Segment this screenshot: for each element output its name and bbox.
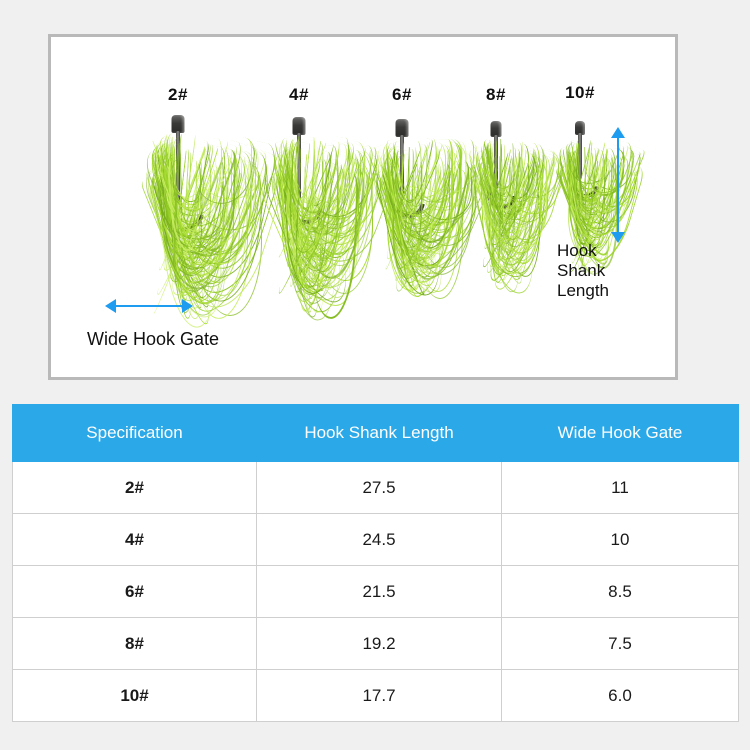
hook-label: 6# xyxy=(392,85,412,104)
hook-bend xyxy=(567,166,605,204)
cell-specification: 6# xyxy=(13,566,257,618)
hook-item-4 xyxy=(447,85,545,271)
table-row xyxy=(13,618,739,670)
cell-shank-length: 19.2 xyxy=(257,618,502,670)
wide-hook-gate-arrow-icon xyxy=(115,305,183,307)
hook-bend xyxy=(481,173,523,215)
hook-lineup xyxy=(51,37,675,377)
hook-bend xyxy=(281,182,330,231)
specification-table xyxy=(12,404,739,722)
cell-shank-length: 21.5 xyxy=(257,566,502,618)
table-row xyxy=(13,670,739,722)
cell-specification: 4# xyxy=(13,514,257,566)
cell-hook-gate: 11 xyxy=(502,462,739,514)
hook-item-1 xyxy=(113,85,243,289)
column-header-wide-hook-gate: Wide Hook Gate xyxy=(502,405,739,462)
hook-item-3 xyxy=(347,85,457,279)
hook-label: 10# xyxy=(565,83,595,102)
cell-specification: 8# xyxy=(13,618,257,670)
hook-illustration xyxy=(447,109,545,271)
table-header-row xyxy=(13,405,739,462)
hook-item-2 xyxy=(239,85,359,285)
cell-hook-gate: 10 xyxy=(502,514,739,566)
hook-shank-length-caption xyxy=(557,241,667,301)
caption-line-3: Length xyxy=(557,281,609,301)
hook-illustration xyxy=(239,109,359,285)
cell-hook-gate: 8.5 xyxy=(502,566,739,618)
hook-label: 4# xyxy=(289,85,309,104)
hook-shank-length-arrow-icon xyxy=(617,137,619,233)
hook-item-5 xyxy=(537,83,623,257)
hook-bend xyxy=(159,186,212,239)
table-row xyxy=(13,514,739,566)
hook-illustration xyxy=(113,109,243,289)
table-row xyxy=(13,462,739,514)
product-photo-panel xyxy=(48,34,678,380)
caption-line-2: Shank xyxy=(557,261,606,281)
cell-shank-length: 24.5 xyxy=(257,514,502,566)
cell-shank-length: 27.5 xyxy=(257,462,502,514)
table-row xyxy=(13,566,739,618)
hook-illustration xyxy=(347,109,457,279)
cell-hook-gate: 6.0 xyxy=(502,670,739,722)
cell-shank-length: 17.7 xyxy=(257,670,502,722)
cell-hook-gate: 7.5 xyxy=(502,618,739,670)
cell-specification: 10# xyxy=(13,670,257,722)
wide-hook-gate-caption: Wide Hook Gate xyxy=(87,329,220,349)
hook-label: 8# xyxy=(486,85,506,104)
hook-bend xyxy=(386,179,432,225)
hook-label: 2# xyxy=(168,85,188,104)
cell-specification: 2# xyxy=(13,462,257,514)
column-header-specification: Specification xyxy=(13,405,257,462)
caption-line-1: Hook xyxy=(557,241,597,260)
hook-shank xyxy=(176,131,180,203)
column-header-hook-shank-length: Hook Shank Length xyxy=(257,405,502,462)
